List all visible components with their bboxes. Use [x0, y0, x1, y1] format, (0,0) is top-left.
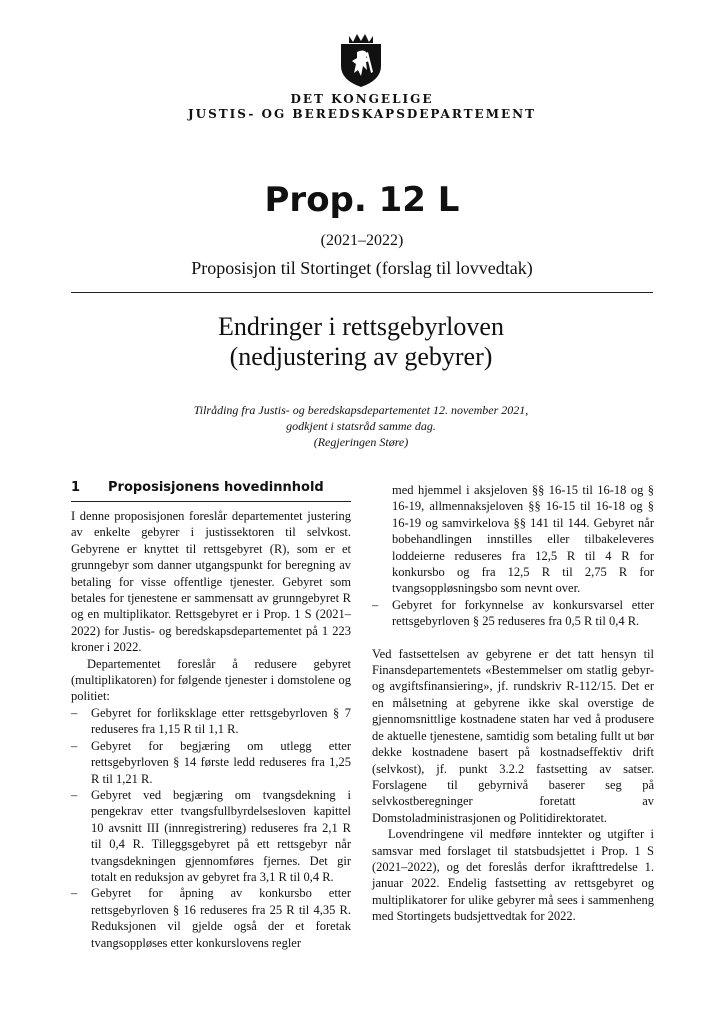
proposal-paragraph: Departementet foreslår å redusere gebyret (multiplikatoren) for følgende tjenester i domstolene og politiet: — [71, 656, 351, 704]
list-item — [71, 885, 351, 951]
section-divider — [71, 501, 351, 502]
document-title-line-2: (nedjustering av gebyrer) — [229, 342, 493, 371]
dash-marker: – — [372, 597, 379, 612]
document-title-line-1: Endringer i rettsgebyrloven — [218, 312, 504, 341]
dash-marker: – — [71, 705, 78, 720]
intro-paragraph: I denne proposisjonen foreslår departementet justering av enkelte gebyrer i justissektoren til selvkost. Gebyrene er knyttet til rettsgebyret (R), som er et grunngebyr som danner utgangspunkt for beregning av betaling for visse offentlige tjenester. Gebyret som betales for tjenestene er sammensatt av grunngebyret R og en multiplikator. Rettsgebyret er i Prop. 1 S (2021–2022) for Justis- og beredskapsdepartementet på 1 223 kroner i 2022. — [71, 509, 351, 655]
session-year: (2021–2022) — [320, 232, 404, 249]
proposition-number: Prop. 12 L — [264, 180, 460, 220]
title-divider — [71, 292, 653, 293]
dash-marker: – — [71, 738, 78, 753]
list-item — [71, 787, 351, 885]
cost-basis-paragraph: Ved fastsettelsen av gebyrene er det tatt hensyn til Finansdepartementets «Bestemmelser om statlig gebyr- og avgiftsfinansiering», jf. rundskriv R-112/15. Det er en målsetning at gebyrene ikke skal overstige de gjennomsnittlige kostnadene staten har ved å produsere de aktuelle tjenestene, samtidig som betaling fullt ut bør dekke kostnadene basert på kostnadseffektiv drift (selvkost), jf. punkt 3.2.2 fastsetting av satser. Forslagene til gebyrnivå baserer seg på selvkostberegninger foretatt av Domstoladministrasjonen og Politidirektoratet. — [372, 646, 654, 825]
body-column-left — [71, 508, 351, 951]
fee-change-list-cont — [372, 597, 654, 630]
list-item-text: Gebyret for begjæring om utlegg etter rettsgebyrloven § 14 første ledd reduseres fra 1,25 R til 1,21 R. — [91, 738, 351, 786]
ministry-line-1: DET KONGELIGE — [290, 92, 434, 106]
section-number: 1 — [71, 480, 81, 495]
section-title: Proposisjonens hovedinnhold — [108, 480, 324, 495]
budget-paragraph: Lovendringene vil medføre inntekter og utgifter i samsvar med forslaget til statsbudsjettet i Prop. 1 S (2021–2022), og det foreslås derfor ikrafttredelse 1. januar 2022. Endelig fastsetting av rettsgebyret og multiplikatorer for ulike gebyrer må sees i sammenheng med Stortingets budsjettvedtak for 2022. — [372, 827, 654, 924]
list-item-text: Gebyret for forliksklage etter rettsgebyrloven § 7 reduseres fra 1,15 R til 1,1 R. — [91, 705, 351, 737]
fee-change-list — [71, 705, 351, 951]
approval-line-1: Tilråding fra Justis- og beredskapsdepartementet 12. november 2021, — [193, 403, 529, 417]
list-item — [372, 597, 654, 630]
list-item-text: Gebyret for forkynnelse av konkursvarsel etter rettsgebyrloven § 25 reduseres fra 0,5 R til 0,4 R. — [392, 597, 654, 629]
approval-line-2: godkjent i statsråd samme dag. — [286, 419, 436, 433]
list-item — [71, 705, 351, 738]
approval-note — [130, 402, 592, 450]
body-column-right — [372, 482, 654, 925]
document-title — [130, 312, 592, 372]
approval-line-3: (Regjeringen Støre) — [313, 435, 409, 449]
dash-marker: – — [71, 787, 78, 802]
ministry-line-2: JUSTIS- OG BEREDSKAPSDEPARTEMENT — [187, 107, 537, 121]
list-item-text: Gebyret for åpning av konkursbo etter rettsgebyrloven § 16 reduseres fra 25 R til 4,35 R. Reduksjonen vil gjelde også der et foretak tvangsoppløses etter konkurslovens regler — [91, 886, 351, 950]
dash-marker: – — [71, 886, 78, 901]
list-item — [71, 738, 351, 787]
list-item-text: Gebyret ved begjæring om tvangsdekning i pengekrav etter tvangsfullbyrdelsesloven kapittel 10 avsnitt III (innregistrering) reduseres fra 2,1 R til 0,4 R. Tilleggsgebyret på ett rettsgebyr når tvangsdekningen gjennomføres fjernes. Det gir totalt en reduksjon av gebyret fra 3,1 R til 0,4 R. — [91, 787, 351, 884]
list-item-continuation: med hjemmel i aksjeloven §§ 16-15 til 16-18 og § 16-19, allmennaksjeloven §§ 16-15 til 16-18 og § 16-19 og samvirkelova §§ 141 til 144. Gebyret når bobehandlingen innstilles eller tilbakeleveres loddeierne reduseres fra 12,5 R til 4 R for konkursbo og fra 12,5 R til 2,75 R for tvangsoppløsningsbo som nevnt over. — [392, 483, 654, 596]
proposition-type: Proposisjon til Stortinget (forslag til lovvedtak) — [191, 258, 533, 278]
coat-of-arms-icon — [335, 32, 387, 88]
